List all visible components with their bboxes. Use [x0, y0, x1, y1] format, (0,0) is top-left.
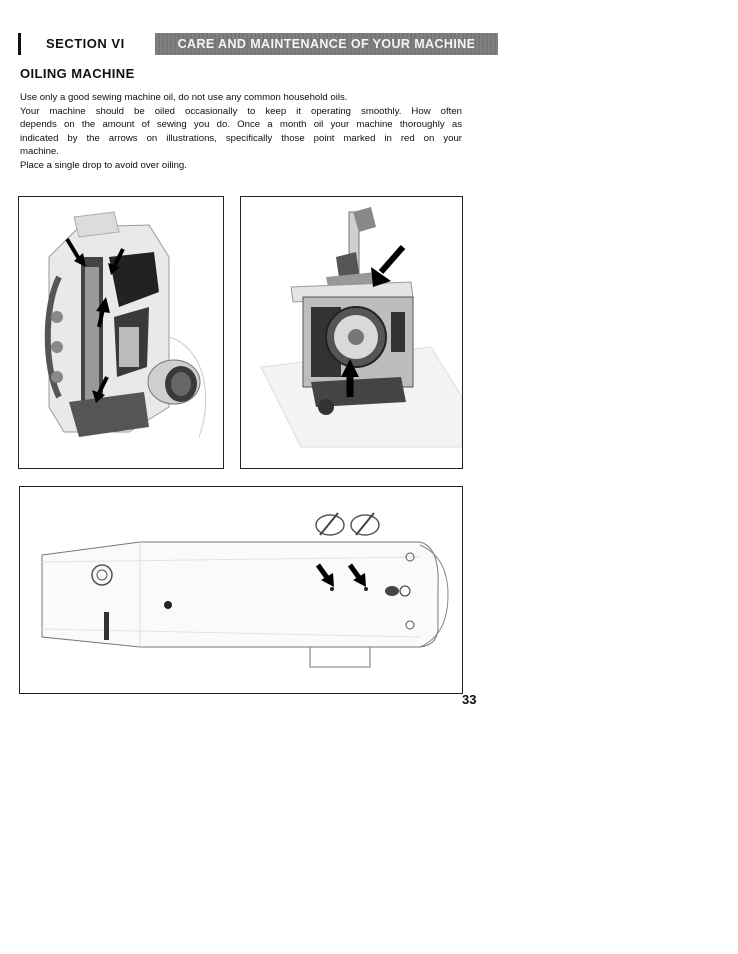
page-number: 33	[462, 692, 477, 707]
bobbin-area-photo	[240, 196, 463, 469]
paragraph-line: Place a single drop to avoid over oiling.	[20, 159, 187, 171]
body-paragraph	[20, 91, 462, 173]
top-view-machine-drawing	[20, 487, 462, 693]
paragraph-line: depends on the amount of sewing you do. Once a month oil your machine thoroughly as	[20, 119, 462, 131]
page-title: OILING MACHINE	[20, 66, 135, 81]
front-side-mechanism-drawing	[19, 197, 223, 468]
top-view-machine-photo	[19, 486, 463, 694]
paragraph-line: machine.	[20, 146, 59, 158]
section-marker-bar	[18, 33, 21, 55]
paragraph-line: indicated by the arrows on illustrations, specifically those point marked in red on your	[20, 132, 462, 144]
bobbin-area-drawing	[241, 197, 462, 468]
paragraph-line: Your machine should be oiled occasionally to keep it operating smoothly. How often	[20, 105, 462, 117]
paragraph-line: Use only a good sewing machine oil, do not use any common household oils.	[20, 92, 348, 103]
section-label: SECTION VI	[46, 36, 125, 51]
section-banner: CARE AND MAINTENANCE OF YOUR MACHINE	[155, 33, 498, 55]
front-side-mechanism-photo	[18, 196, 224, 469]
